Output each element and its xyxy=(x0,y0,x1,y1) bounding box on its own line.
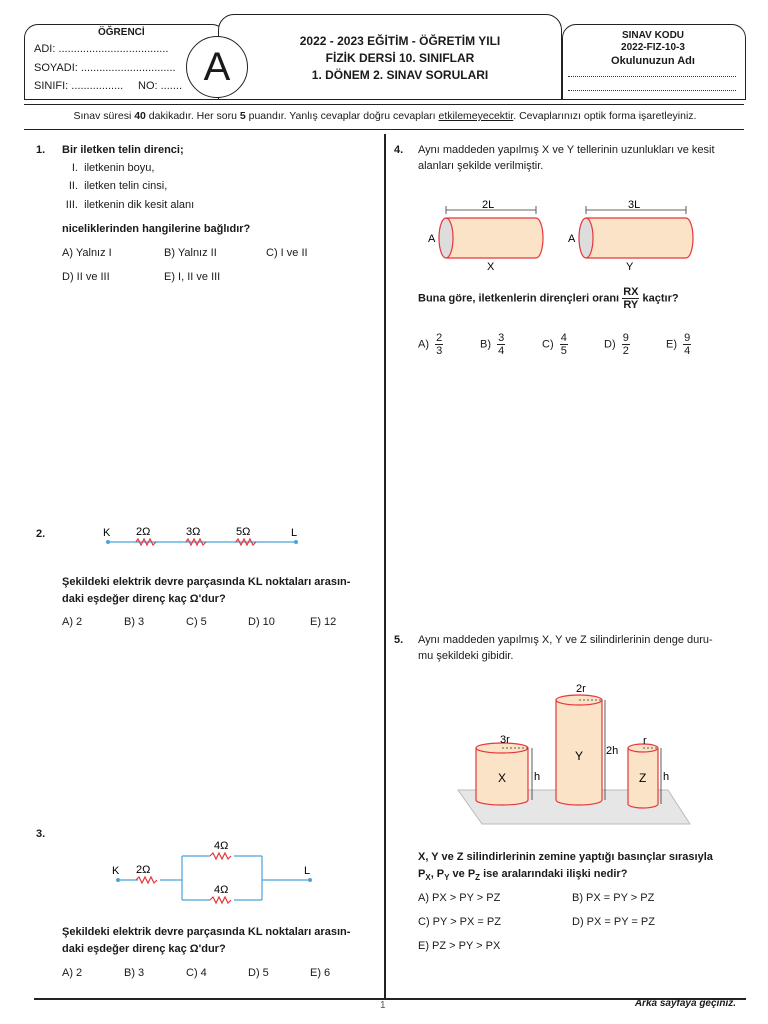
q5-option-a[interactable]: A) PX > PY > PZ xyxy=(418,892,501,904)
exam-duration: 40 xyxy=(134,110,146,122)
q5-radius-y: 2r xyxy=(576,683,586,695)
school-line-2[interactable] xyxy=(568,90,736,91)
name-field[interactable]: ADI: .................................... xyxy=(34,43,169,55)
q4-conductor-x xyxy=(446,218,543,258)
q4-conductor-y-end xyxy=(579,218,593,258)
q1-item-2: II. iletken telin cinsi, xyxy=(68,180,168,192)
q5-option-d[interactable]: D) PX = PY = PZ xyxy=(572,916,655,928)
q2-label-r1: 2Ω xyxy=(136,526,151,538)
school-line-1[interactable] xyxy=(568,76,736,77)
q3-option-d[interactable]: D) 5 xyxy=(248,967,269,979)
q5-height-x: h xyxy=(534,771,541,783)
q1-option-c[interactable]: C) I ve II xyxy=(266,247,308,259)
q2-number: 2. xyxy=(36,528,46,540)
surname-field[interactable]: SOYADI: ............................... xyxy=(34,62,176,74)
q5-option-e[interactable]: E) PZ > PY > PX xyxy=(418,940,501,952)
q5-option-c[interactable]: C) PY > PX = PZ xyxy=(418,916,501,928)
q5-radius-x: 3r xyxy=(500,734,510,746)
q4-number: 4. xyxy=(394,144,404,156)
school-name: Okulunuzun Adı xyxy=(611,55,695,67)
exam-code-value: 2022-FIZ-10-3 xyxy=(621,42,685,53)
q5-stem-line2: mu şekildeki gibidir. xyxy=(418,650,514,662)
q4-option-d[interactable]: D) $\frac{9}{2}$ xyxy=(604,332,629,357)
q2-label-l: L xyxy=(291,527,298,539)
q1-stem: Bir iletken telin direnci; xyxy=(62,144,184,156)
q4-area-x: A xyxy=(428,233,436,245)
q4-option-c[interactable]: C) $\frac{4}{5}$ xyxy=(542,332,567,357)
q5-radius-z: r xyxy=(643,735,647,747)
q4-option-a[interactable]: A) $\frac{2}{3}$ xyxy=(418,332,443,357)
q1-option-b[interactable]: B) Yalnız II xyxy=(164,247,217,259)
number-field[interactable]: NO: ....... xyxy=(138,80,183,92)
q4-conductor-y xyxy=(586,218,693,258)
page-number: 1 xyxy=(380,1000,386,1011)
q5-option-b[interactable]: B) PX = PY > PZ xyxy=(572,892,655,904)
q5-question-line1: X, Y ve Z silindirlerinin zemine yaptığı basınçlar sırasıyla xyxy=(418,851,713,863)
q5-question-line2: $P_X$, $P_Y$ ve $P_Z$ ise aralarındaki ilişki nedir? xyxy=(418,868,628,883)
q5-height-z: h xyxy=(663,771,670,783)
q3-option-c[interactable]: C) 4 xyxy=(186,967,207,979)
booklet-type-circle: A xyxy=(186,36,248,98)
q3-option-a[interactable]: A) 2 xyxy=(62,967,83,979)
q5-number: 5. xyxy=(394,634,404,646)
q4-length-x: 2L xyxy=(482,199,495,211)
q4-option-b[interactable]: B) $\frac{3}{4}$ xyxy=(480,332,505,357)
exam-title-line2: FİZİK DERSİ 10. SINIFLAR xyxy=(325,51,475,65)
student-heading: ÖĞRENCİ xyxy=(98,27,145,38)
exam-title-line1: 2022 - 2023 EĞİTİM - ÖĞRETİM YILI xyxy=(299,34,501,48)
q5-height-y: 2h xyxy=(606,745,619,757)
column-divider xyxy=(384,134,386,998)
question-points: 5 xyxy=(239,110,246,122)
exam-title-line3: 1. DÖNEM 2. SINAV SORULARI xyxy=(311,68,489,82)
q3-label-r2: 4Ω xyxy=(214,840,229,852)
q4-conductor-x-end xyxy=(439,218,453,258)
instructions-text: Sınav süresi 40 dakikadır. Her soru 5 puandır. Yanlış cevaplar doğru cevapları etkilemeyecektir. Cevaplarınızı optik forma işaretleyiniz. xyxy=(73,110,697,122)
exam-code-label: SINAV KODU xyxy=(621,30,685,41)
q3-option-b[interactable]: B) 3 xyxy=(124,967,145,979)
next-page-note: Arka sayfaya geçiniz. xyxy=(634,998,736,1009)
q2-option-a[interactable]: A) 2 xyxy=(62,616,83,628)
q2-label-r3: 5Ω xyxy=(236,526,251,538)
q2-question-line1: Şekildeki elektrik devre parçasında KL noktaları arasın- xyxy=(62,576,351,588)
q3-point-l xyxy=(308,878,312,882)
q2-point-l xyxy=(294,540,298,544)
q2-option-d[interactable]: D) 10 xyxy=(248,616,275,628)
q3-label-r1: 2Ω xyxy=(136,864,151,876)
q5-label-x: X xyxy=(498,771,507,785)
q1-item-3: III. iletkenin dik kesit alanı xyxy=(65,199,195,211)
q2-circuit-diagram xyxy=(96,520,306,552)
q5-cylinder-figure xyxy=(456,680,696,828)
q2-label-r2: 3Ω xyxy=(186,526,201,538)
q4-option-e[interactable]: E) $\frac{9}{4}$ xyxy=(666,332,691,357)
q3-label-k: K xyxy=(112,865,120,877)
q4-length-y: 3L xyxy=(628,199,641,211)
q1-number: 1. xyxy=(36,144,46,156)
q2-option-e[interactable]: E) 12 xyxy=(310,616,337,628)
q5-stem-line1: Aynı maddeden yapılmış X, Y ve Z silindirlerinin denge duru- xyxy=(418,634,713,646)
q1-option-a[interactable]: A) Yalnız I xyxy=(62,247,112,259)
q3-circuit-diagram xyxy=(108,836,320,908)
q4-stem-line1: Aynı maddeden yapılmış X ve Y tellerinin uzunlukları ve kesit xyxy=(418,144,715,156)
q3-question-line1: Şekildeki elektrik devre parçasında KL noktaları arasın- xyxy=(62,926,351,938)
q1-option-e[interactable]: E) I, II ve III xyxy=(164,271,221,283)
q4-label-x: X xyxy=(487,261,495,273)
q2-point-k xyxy=(106,540,110,544)
q2-option-b[interactable]: B) 3 xyxy=(124,616,145,628)
q1-question: niceliklerinden hangilerine bağlıdır? xyxy=(62,223,251,235)
q2-option-c[interactable]: C) 5 xyxy=(186,616,207,628)
class-field[interactable]: SINIFI: ................. xyxy=(34,80,124,92)
q5-label-y: Y xyxy=(575,749,584,763)
q4-ratio-fraction: $\frac{RX}{RY}$ xyxy=(623,286,639,311)
q3-point-k xyxy=(116,878,120,882)
q3-label-r3: 4Ω xyxy=(214,884,229,896)
q2-label-k: K xyxy=(103,527,111,539)
q4-label-y: Y xyxy=(626,261,634,273)
q4-wire-figure xyxy=(424,196,704,276)
q3-question-line2: daki eşdeğer direnç kaç Ω'dur? xyxy=(62,943,226,955)
q5-label-z: Z xyxy=(639,771,647,785)
q4-stem-line2: alanları şekilde verilmiştir. xyxy=(418,160,544,172)
q4-question: Buna göre, iletkenlerin dirençleri oranı $\frac{RX}{RY}$ kaçtır? xyxy=(418,286,679,311)
q3-option-e[interactable]: E) 6 xyxy=(310,967,331,979)
q1-item-1: I. iletkenin boyu, xyxy=(71,162,155,174)
q4-area-y: A xyxy=(568,233,576,245)
q3-label-l: L xyxy=(304,865,311,877)
q2-question-line2: daki eşdeğer direnç kaç Ω'dur? xyxy=(62,593,226,605)
q1-option-d[interactable]: D) II ve III xyxy=(62,271,110,283)
q3-number: 3. xyxy=(36,828,46,840)
